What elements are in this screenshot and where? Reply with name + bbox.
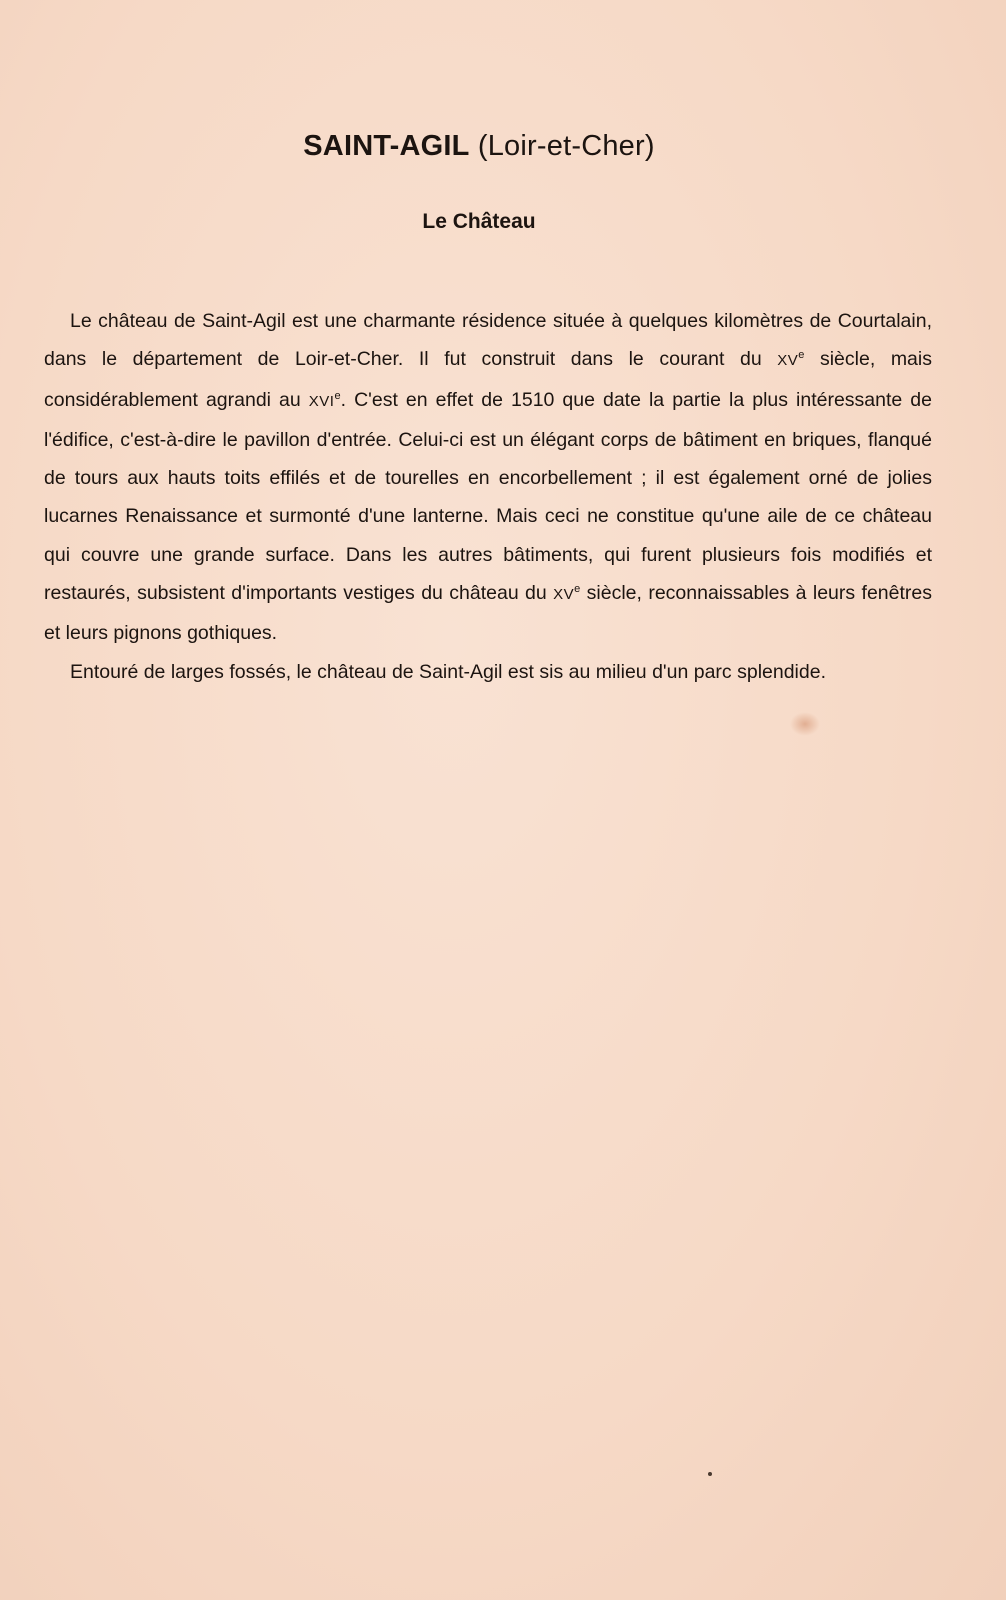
- paragraph-1-part-1: Le château de Saint-Agil est une charmante résidence située à quelques kilomètres de Courtalain, dans le département de Loir-et-Cher. Il fut construit dans le courant du: [44, 310, 932, 371]
- century-roman: XV: [777, 352, 799, 370]
- body-text: [44, 302, 932, 691]
- paper-speck: [708, 1472, 712, 1476]
- paper-stain: [790, 712, 820, 736]
- page-title: [0, 128, 958, 164]
- century-superscript: e: [334, 389, 341, 402]
- paragraph-2: Entouré de larges fossés, le château de Saint-Agil est sis au milieu d'un parc splendide.: [70, 660, 826, 683]
- title-place: SAINT-AGIL: [303, 130, 470, 162]
- paragraph-1: [44, 302, 932, 653]
- title-department: (Loir-et-Cher): [477, 130, 655, 162]
- century-roman: XV: [553, 586, 575, 604]
- century-roman: XVI: [308, 392, 335, 410]
- paragraph-1-part-3: . C'est en effet de 1510 que date la partie la plus intéressante de l'édifice, c'est-à-dire le pavillon d'entrée. Celui-ci est un élégant corps de bâtiment en briques, flanqué de tours aux hauts toits effilés et de tourelles en encorbellement ; il est également orné de jolies lucarnes Renaissance et surmonté d'une lanterne. Mais ceci ne constitue qu'une aile de ce château qui couvre une grande surface. Dans les autres bâtiments, qui furent plusieurs fois modifiés et restaurés, subsistent d'importants vestiges du château du: [44, 388, 932, 605]
- page-subtitle: Le Château: [422, 210, 536, 233]
- century-superscript: e: [798, 349, 805, 362]
- paragraph-1-part-4: siècle, reconnaissables à leurs fenêtres et leurs pignons gothiques.: [44, 582, 932, 645]
- paragraph-1-part-2: siècle, mais considérablement agrandi au: [44, 348, 932, 411]
- century-superscript: e: [574, 583, 581, 596]
